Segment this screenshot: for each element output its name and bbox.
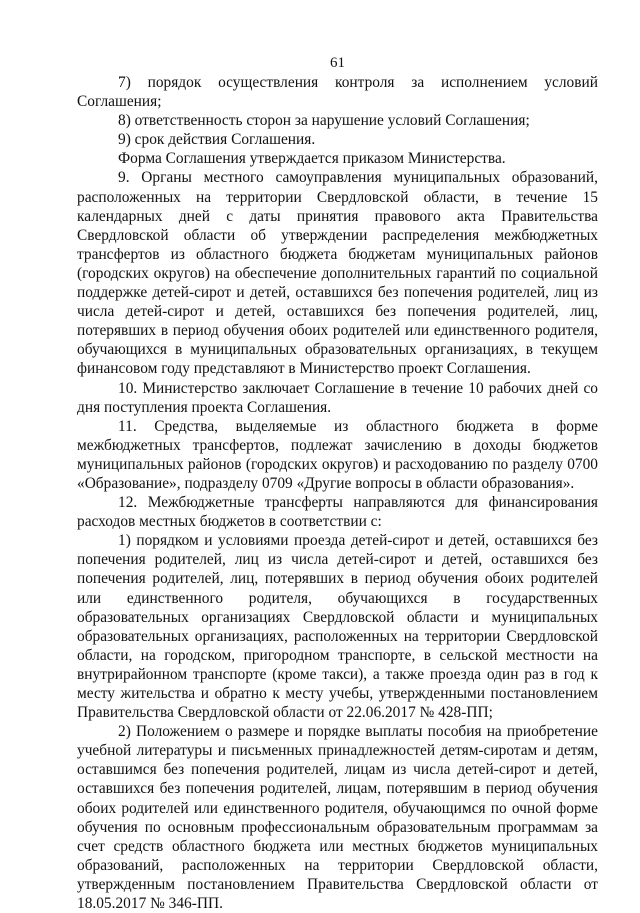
paragraph-agreement-form: Форма Соглашения утверждается приказом Министерства. [118,150,506,168]
paragraph-item-8: 8) ответственность сторон за нарушение условий Соглашения; [118,112,530,130]
paragraph-subclause-2: 2) Положением о размере и порядке выплаты пособия на приобретение учебной литературы и письменных принадлежностей детям-сиротам и детям, оставшимся без попечения родителей, лицам из числа детей-сирот и детей, оставшихся без попечения родителей, лицам, потерявшим в период обучения обоих родителей или единственного родителя, обучающимся по очной форме обучения по основным профессиональным образовательным программам за счет средств областного бюджета или местных бюджетов муниципальных образований, расположенных на территории Свердловской области, утвержденным постановлением Правительства Свердловской области от 18.05.2017 № 346-ПП. [77,723,598,913]
paragraph-clause-10: 10. Министерство заключает Соглашение в течение 10 рабочих дней со дня поступления проекта Соглашения. [77,379,598,416]
paragraph-clause-12: 12. Межбюджетные трансферты направляются для финансирования расходов местных бюджетов в соответствии с: [77,494,598,531]
paragraph-clause-11: 11. Средства, выделяемые из областного бюджета в форме межбюджетных трансфертов, подлежат зачислению в доходы бюджетов муниципальных районов (городских округов) и расходованию по разделу 0700 «Образование», подразделу 0709 «Другие вопросы в области образования». [77,417,598,492]
paragraph-item-7: 7) порядок осуществления контроля за исполнением условий Соглашения; [77,74,598,111]
paragraph-item-9: 9) срок действия Соглашения. [118,131,316,149]
paragraph-subclause-1: 1) порядком и условиями проезда детей-сирот и детей, оставшихся без попечения родителей, лиц из числа детей-сирот и детей, оставшихся без попечения родителей, лиц, потерявших в период обучения обоих родителей или единственного родителя, обучающихся в государственных образовательных организациях Свердловской области и муниципальных образовательных организациях, расположенных на территории Свердловской области, на городском, пригородном транспорте, в сельской местности на внутрирайонном транспорте (кроме такси), а также проезда один раз в год к месту жительства и обратно к месту учебы, утвержденными постановлением Правительства Свердловской области от 22.06.2017 № 428-ПП; [77,532,598,722]
page-number: 61 [330,55,345,71]
paragraph-clause-9: 9. Органы местного самоуправления муниципальных образований, расположенных на территории Свердловской области, в течение 15 календарных дней с даты принятия правового акта Правительства Свердловской области об утверждении распределения межбюджетных трансфертов из областного бюджета бюджетам муниципальных районов (городских округов) на обеспечение дополнительных гарантий по социальной поддержке детей-сирот и детей, оставшихся без попечения родителей, лиц из числа детей-сирот и детей, оставшихся без попечения родителей, лиц, потерявших в период обучения обоих родителей или единственного родителя, обучающихся в муниципальных образовательных организациях, в текущем финансовом году представляют в Министерство проект Соглашения. [77,169,598,378]
